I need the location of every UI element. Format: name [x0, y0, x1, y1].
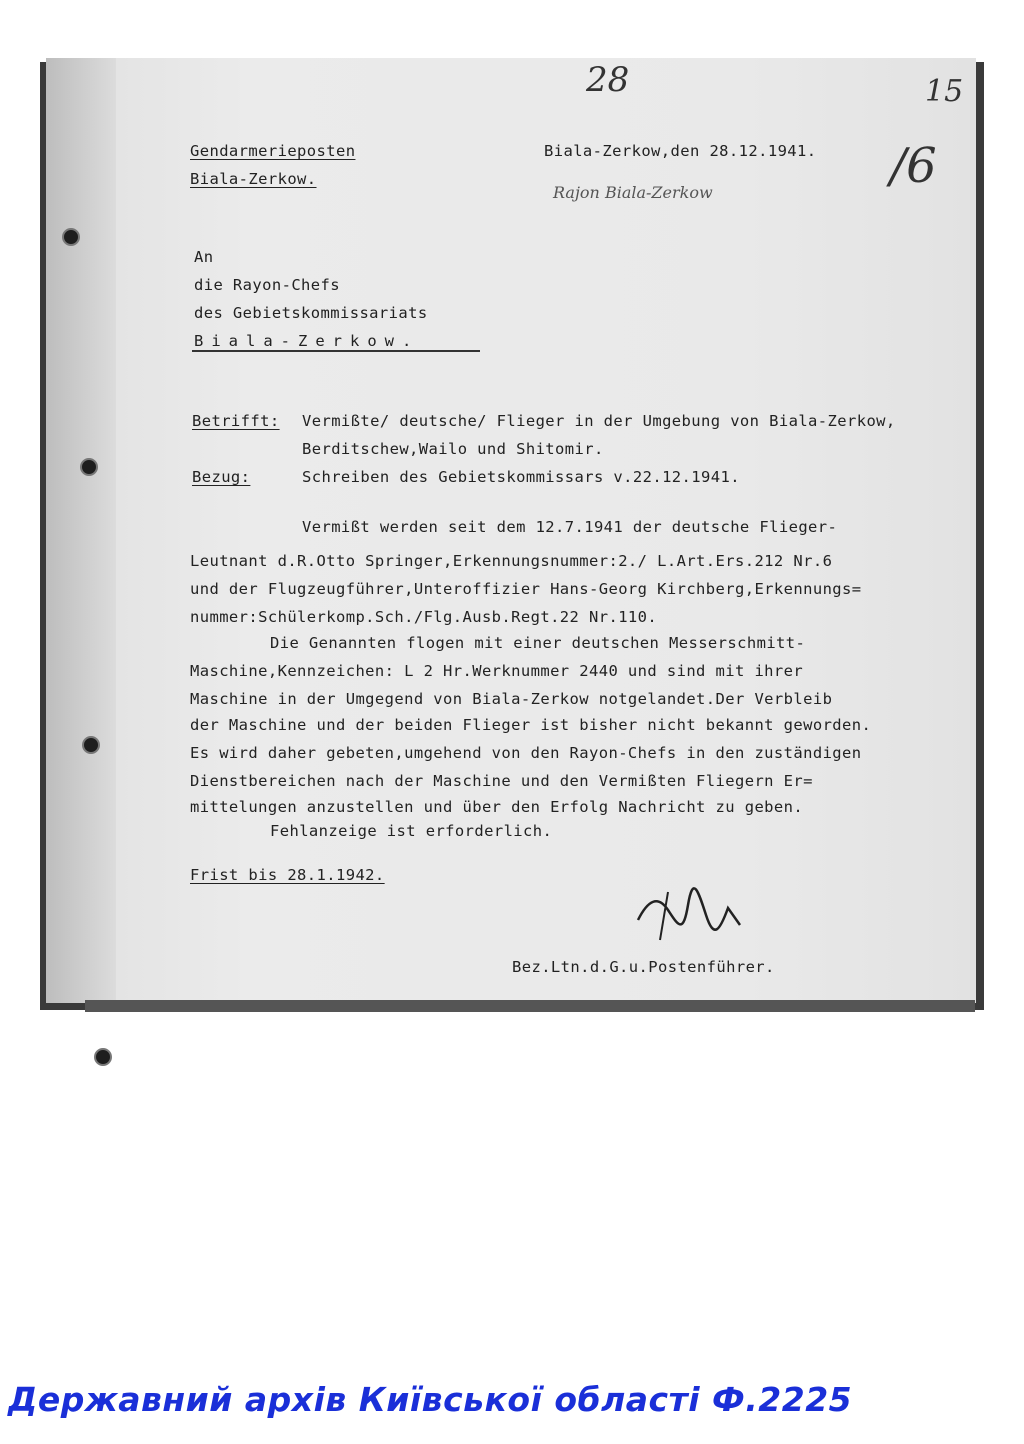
- body-line: Vermißt werden seit dem 12.7.1941 der deutsche Flieger-: [302, 518, 838, 536]
- punch-hole-3: [82, 736, 100, 754]
- subject-line-2: Berditschew,Wailo und Shitomir.: [302, 440, 604, 458]
- sender-line-1: Gendarmerieposten: [190, 142, 356, 160]
- recipient-line-2: die Rayon-Chefs: [194, 276, 340, 294]
- punch-hole-2: [80, 458, 98, 476]
- body-line: der Maschine und der beiden Flieger ist bisher nicht bekannt geworden.: [190, 716, 872, 734]
- body-line: Maschine in der Umgegend von Biala-Zerkow notgelandet.Der Verbleib: [190, 690, 833, 708]
- body-line: Dienstbereichen nach der Maschine und den Vermißten Fliegern Er=: [190, 772, 813, 790]
- signature-title: Bez.Ltn.d.G.u.Postenführer.: [512, 958, 775, 976]
- reference-text: Schreiben des Gebietskommissars v.22.12.1941.: [302, 468, 740, 486]
- deadline: Frist bis 28.1.1942.: [190, 866, 385, 884]
- subject-label: Betrifft:: [192, 412, 280, 430]
- signature: [628, 880, 748, 950]
- corner-mark: /6: [890, 138, 937, 194]
- recipient-line-4: Biala-Zerkow.: [194, 332, 420, 350]
- subject-line-1: Vermißte/ deutsche/ Flieger in der Umgebung von Biala-Zerkow,: [302, 412, 896, 430]
- handwritten-note: Rajon Biala-Zerkow: [553, 183, 713, 202]
- page-binding-edge: [46, 58, 116, 1003]
- sender-line-2: Biala-Zerkow.: [190, 170, 317, 188]
- body-line: Maschine,Kennzeichen: L 2 Hr.Werknummer 2440 und sind mit ihrer: [190, 662, 804, 680]
- body-line: mittelungen anzustellen und über den Erfolg Nachricht zu geben.: [190, 798, 804, 816]
- page-number: 15: [925, 74, 964, 109]
- punch-hole-1: [62, 228, 80, 246]
- recipient-line-1: An: [194, 248, 214, 266]
- archive-caption: Державний архів Київської області Ф.2225: [8, 1380, 853, 1419]
- body-line: Es wird daher gebeten,umgehend von den Rayon-Chefs in den zuständigen: [190, 744, 862, 762]
- body-line: Leutnant d.R.Otto Springer,Erkennungsnummer:2./ L.Art.Ers.212 Nr.6: [190, 552, 833, 570]
- punch-hole-4: [94, 1048, 112, 1066]
- place-date: Biala-Zerkow,den 28.12.1941.: [544, 142, 817, 160]
- body-line: nummer:Schülerkomp.Sch./Flg.Ausb.Regt.22 Nr.110.: [190, 608, 658, 626]
- folio-number: 28: [586, 60, 630, 100]
- recipient-underline: [192, 350, 480, 352]
- body-line: Fehlanzeige ist erforderlich.: [270, 822, 553, 840]
- reference-label: Bezug:: [192, 468, 251, 486]
- recipient-line-3: des Gebietskommissariats: [194, 304, 428, 322]
- page-bottom-edge: [85, 1000, 975, 1012]
- body-line: und der Flugzeugführer,Unteroffizier Hans-Georg Kirchberg,Erkennungs=: [190, 580, 862, 598]
- body-line: Die Genannten flogen mit einer deutschen Messerschmitt-: [270, 634, 806, 652]
